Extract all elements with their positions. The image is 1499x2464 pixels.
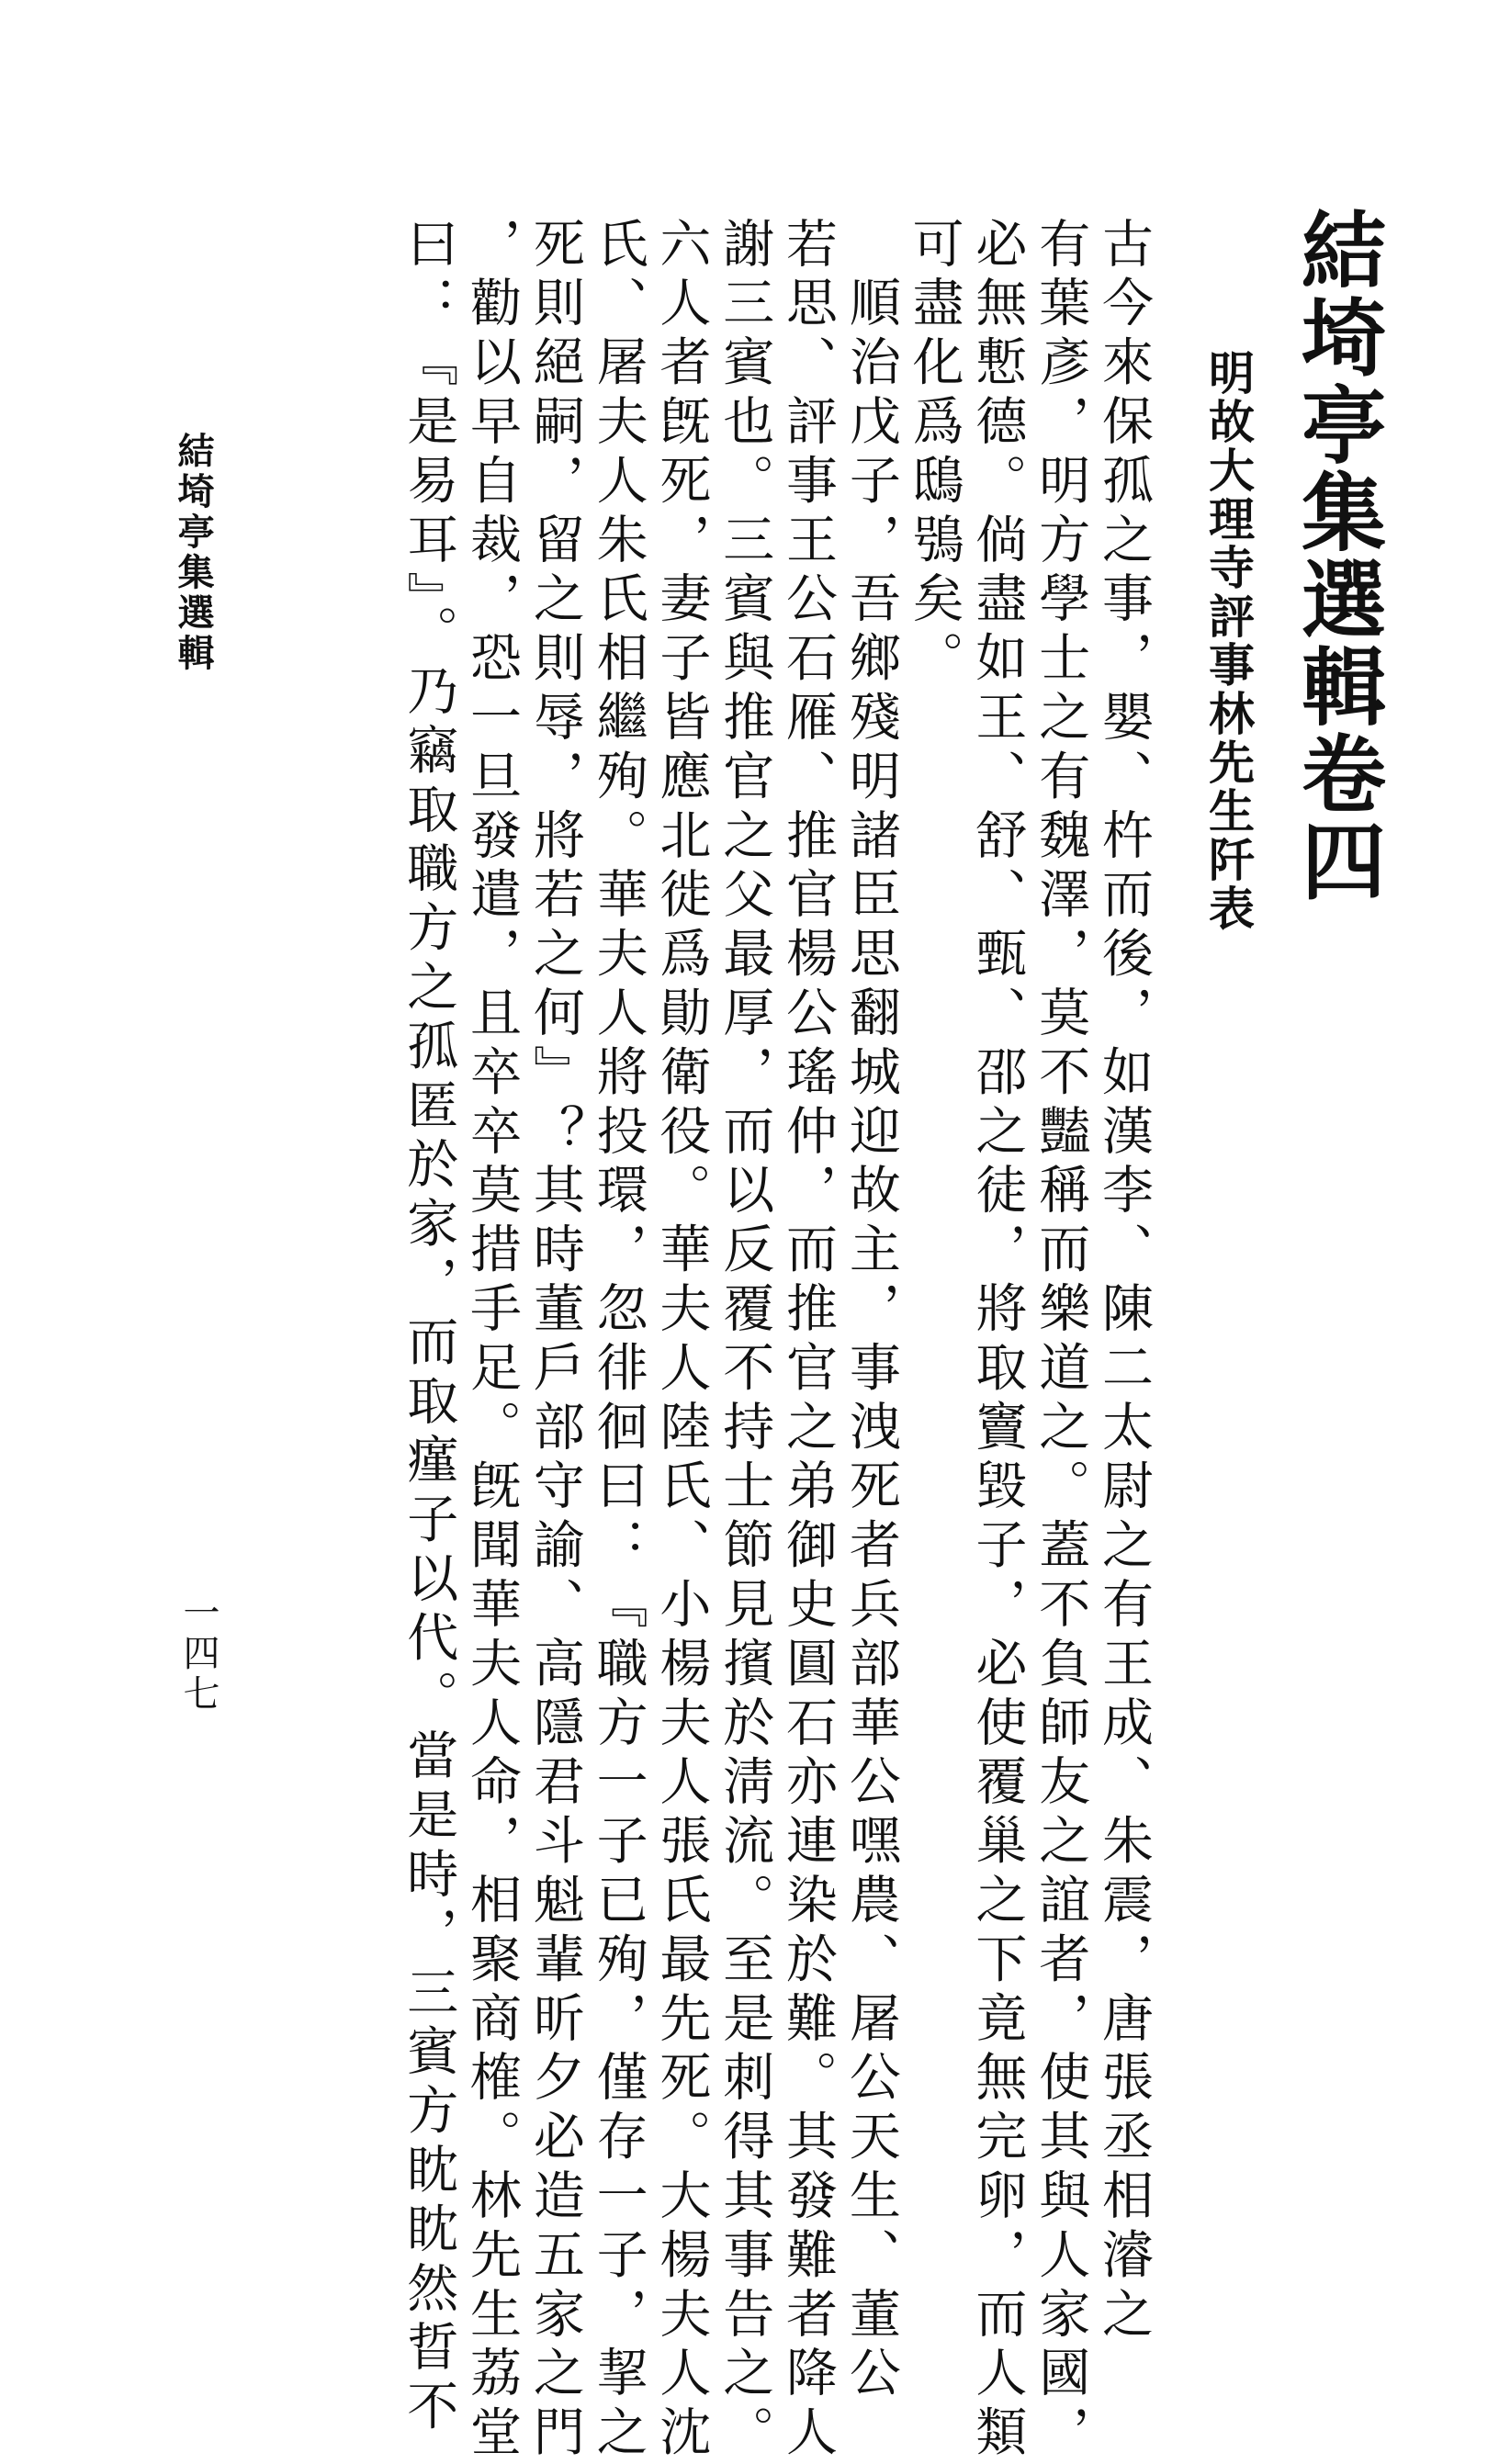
body-line: 有葉彥，明方學士之有魏澤，莫不豔稱而樂道之。蓋不負師友之誼者，使其與人家國，: [1031, 217, 1091, 2464]
body-line: 必無慙德。倘盡如王、舒、甄、邵之徒，將取竇毀子，必使覆巢之下竟無完卵，而人類: [967, 217, 1028, 2464]
body-line: 曰：『是易耳』。乃竊取職方之孤匿於家，而取瘽子以代。當是時，三賓方眈眈然晢不: [399, 217, 459, 2439]
body-line: 氏、屠夫人朱氏相繼殉。華夫人將投環，忽徘徊曰：『職方一子已殉，僅存一子，挈之: [588, 217, 648, 2464]
body-line: 六人者旣死，妻子皆應北徙爲勛衛役。華夫人陸氏、小楊夫人張氏最先死。大楊夫人沈: [651, 217, 712, 2464]
body-line: 謝三賓也。三賓與推官之父最厚，而以反覆不持士節見擯於淸流。至是刺得其事告之。: [715, 217, 775, 2464]
page-number: 一四七: [177, 1593, 220, 1715]
body-line: 順治戊子，吾鄉殘明諸臣思翻城迎故主，事洩死者兵部華公嘿農、屠公天生、董公: [840, 217, 901, 2405]
article-title: 明故大理寺評事林先生阡表: [1201, 349, 1255, 933]
body-text: [163, 217, 1155, 2464]
body-line: 若思、評事王公石雁、推官楊公瑤仲，而推官之弟御史圓石亦連染於難。其發難者降人: [778, 217, 839, 2464]
body-line: 死則絕嗣，留之則辱，將若之何』？其時董戶部守諭、高隱君斗魁輩昕夕必造五家之門: [524, 217, 585, 2464]
body-line: ，勸以早自裁，恐一旦發遣，且卒卒莫措手足。旣聞華夫人命，相聚商榷。林先生荔堂: [462, 217, 523, 2464]
body-line: 古今來保孤之事，嬰、杵而後，如漢李、陳二太尉之有王成、朱震，唐張丞相濬之: [1094, 217, 1154, 2346]
body-line: 可盡化爲鴟鴞矣。: [904, 217, 964, 691]
running-head: 結埼亭集選輯: [172, 432, 215, 674]
volume-title: 結埼亭集選輯卷四: [1288, 207, 1387, 905]
